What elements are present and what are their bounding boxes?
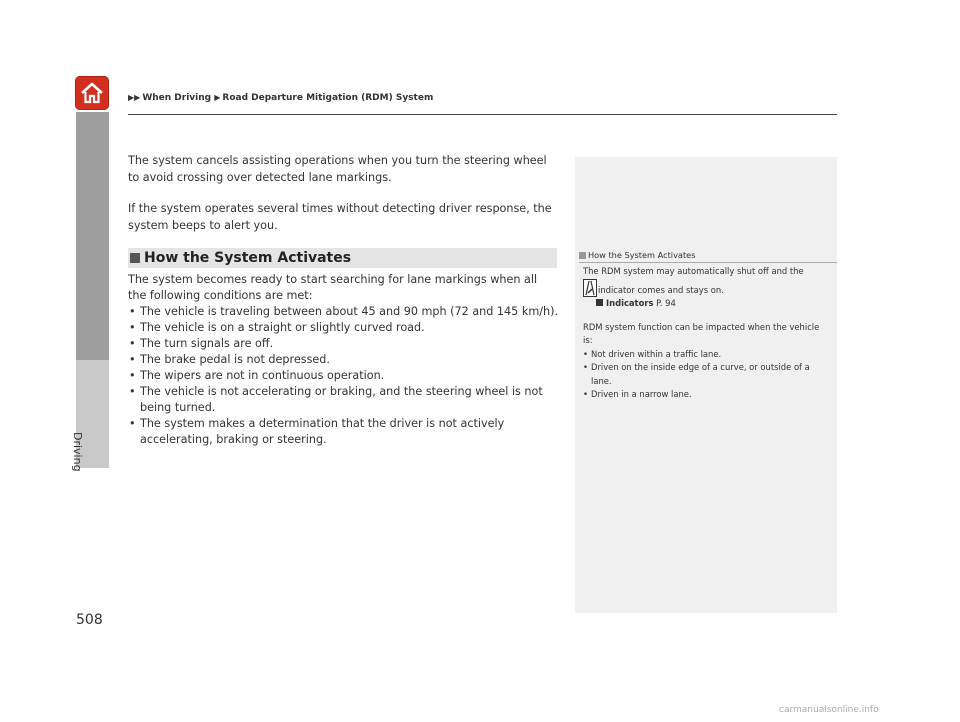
note-line: The RDM system may automatically shut off and the <box>583 266 804 276</box>
intro-paragraph: If the system operates several times without detecting driver response, the system beeps to alert you. <box>128 202 552 232</box>
side-tab-label: Driving <box>71 432 84 472</box>
breadcrumb-item-when-driving[interactable]: When Driving <box>142 93 212 103</box>
list-item: • Driven in a narrow lane. <box>583 389 692 399</box>
impact-list <box>583 348 829 402</box>
list-item: • The vehicle is on a straight or slightly curved road. <box>129 321 425 334</box>
section-title: How the System Activates <box>144 250 352 266</box>
note-line: RDM system function can be impacted when the vehicle is: <box>583 321 820 345</box>
page-number: 508 <box>76 612 103 628</box>
reference-arrow-icon <box>596 299 603 306</box>
list-item: • The vehicle is traveling between about 45 and 90 mph (72 and 145 km/h). <box>129 305 558 318</box>
list-item: • The turn signals are off. <box>129 337 274 350</box>
list-item: • The brake pedal is not depressed. <box>129 353 330 366</box>
section-lead: The system becomes ready to start searching for lane markings when all the following conditions are met: <box>128 273 538 302</box>
breadcrumb <box>128 93 433 103</box>
note-line: indicator comes and stays on. <box>583 279 829 298</box>
list-item: • The system makes a determination that the driver is not actively accelerating, braking or steering. <box>129 417 505 446</box>
list-item: • Not driven within a traffic lane. <box>583 348 722 359</box>
header-rule <box>128 114 837 115</box>
intro-text <box>128 152 558 248</box>
list-item: • The wipers are not in continuous operation. <box>129 369 385 382</box>
home-icon <box>79 80 105 106</box>
breadcrumb-arrow-icon: ▶ <box>214 93 221 102</box>
breadcrumb-arrow-icon: ▶▶ <box>128 93 141 102</box>
note-body <box>583 265 829 402</box>
xref-page[interactable]: P. 94 <box>656 298 676 308</box>
note-title: How the System Activates <box>579 250 837 263</box>
section-body <box>128 272 558 448</box>
xref-label[interactable]: Indicators <box>606 298 654 308</box>
list-item: • The vehicle is not accelerating or braking, and the steering wheel is not being turned. <box>129 385 543 414</box>
section-marker-icon <box>130 253 140 263</box>
conditions-list <box>128 304 558 448</box>
intro-paragraph: The system cancels assisting operations when you turn the steering wheel to avoid crossing over detected lane markings. <box>128 154 547 184</box>
watermark: carmanualsonline.info <box>779 705 879 715</box>
cross-reference[interactable] <box>583 297 829 311</box>
section-heading <box>128 248 557 268</box>
home-button[interactable] <box>75 76 109 110</box>
rdm-indicator-icon <box>583 279 597 297</box>
note-marker-icon <box>579 252 586 259</box>
list-item: • Driven on the inside edge of a curve, or outside of a lane. <box>583 362 810 386</box>
breadcrumb-item-rdm[interactable]: Road Departure Mitigation (RDM) System <box>222 93 434 103</box>
